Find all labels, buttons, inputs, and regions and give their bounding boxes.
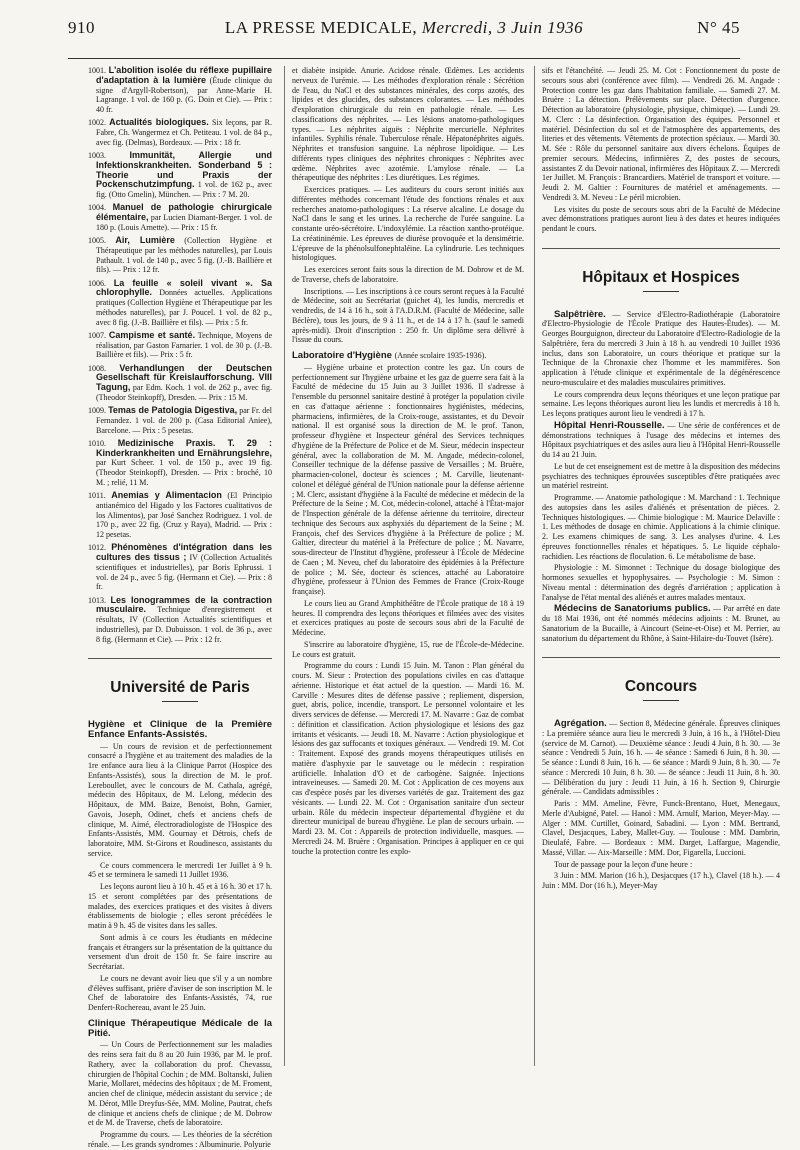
entry-details: IV (Collection Actualités scientifiques et industrielles), par Boris Ephrussi. 1 vol. de 24 p., avec 5 fig. (Hermann et Cie). — [96,553,273,582]
entry-title: L'abolition isolée du réflexe pupillaire d'adaptation à la lumière [96,65,272,85]
entry-number: 1003. [88,151,106,160]
article-text: Le cours lieu au Grand Amphithéâtre de l'École pratique de 18 à 19 heures. Il comprendra des leçons théoriques et filmées avec des visites et exercices pratiques au poste de secours sous abri de la Faculté de Médecine. [292,598,524,637]
entry-number: 1012. [88,543,106,553]
article-text: Le cours comprendra deux leçons théoriques et une leçon pratique par semaine. Les leçons théoriques auront lieu les lundis et mercredis à 18 h. Les leçons pratiques auront lieu le vendredi à 17 h. [542,389,780,418]
entry-price: Prix : 5 fr. [160,350,193,360]
article-text: Le cours ne devant avoir lieu que s'il y a un nombre d'élèves suffisant, prière d'aviser de son inscription M. le Chef de laboratoire des Enfants-Assistés, 74, rue Denfert-Rochereau, avant le 25 Juin. [88,973,272,1012]
entry-details: Six leçons, par R. Fabre, Ch. Wangermez et Ch. Petiteau. 1 vol. de 84 p., avec fig. (Delmas), Bordeaux. — [96,118,273,147]
bibliography-entry [88,491,272,540]
bibliography-entry [88,439,272,488]
entry-number: 1010. [88,438,106,448]
bibliography-entry [88,203,272,232]
section-heading-hopitaux: Hôpitaux et Hospices [542,273,780,292]
article-text [542,719,780,797]
article-text: Les leçons auront lieu à 10 h. 45 et à 16 h. 30 et 17 h. 15 et seront complétées par des présentations de malades, des exercices pratiques et des visites à divers établissements de biologie ; elles seront précédées le matin à 9 h. 45 de visites dans les salles. [88,882,272,930]
entry-price: Prix : 8 fr. [96,572,273,592]
article-body: — Service d'Electro-Radiothérapie (Laboratoire d'Electro-Physiologie de l'École Pratique des Hautes-Études). — M. Georges Bourguignon, directeur du Laboratoire d'Electro-Radiologie de la Salpêtrière, fera du mercredi 3 Juin à 18 h. au vendredi 10 Juillet 1936 inclus, dans son Laboratoire, un cours théorique et pratique sur la Technique de la Chronaxie chez l'homme et les mammifères. Son application à l'étude clinique et expérimentale de la dégénérescence neuro-musculaire et des maladies musculaires primitives. [542,309,781,387]
article-text: Le but de cet enseignement est de mettre à la disposition des médecins psychiatres des techniques éprouvées susceptibles d'être pratiquées avec un matériel restreint. [542,461,780,491]
article-text: Les exercices seront faits sous la direction de M. Dobrow et de M. de Traverse, chefs de laboratoire. [292,265,524,284]
article-text: Tour de passage pour la leçon d'une heure : [554,859,693,869]
bibliography-entry [88,406,272,435]
section-heading-universite: Université de Paris [88,683,272,702]
article-text: Sont admis à ce cours les étudiants en médecine français et étrangers sur la présentation de la quittance du versement d'un droit de 150 fr. Se faire inscrire au Secrétariat. [88,932,272,971]
bibliography-entry [88,364,272,403]
entry-title: Les Ionogrammes de la contraction musculaire. [96,594,272,615]
bibliography-entry [88,151,272,200]
article-text: Physiologie : M. Simonnet : Technique du dosage biologique des hormones sexuelles et hypophysaires. — Psychologie : M. Simon : Niveau mental : détermination des degrés d'arriération ; application à l'analyse de l'état mental des aliénés et autres malades mentaux. [542,563,780,602]
running-header [68,18,740,44]
entry-details: (Étude clinique du signe d'Argyll-Robertson), par Anne-Marie H. Lagrange. 1 vol. de 160 p. (G. Doin et Cie). — [96,75,273,105]
entry-details: par Edm. Koch. 1 vol. de 262 p., avec fig. (Theodor Steinkopff), Dresden. — [96,383,273,402]
entry-details: (Collection Hygiène et Thérapeutique par les méthodes naturelles), par Louis Pathault. 1 vol. de 140 p., avec 5 fig. (J.-B. Baillière et fils). — [96,236,272,275]
entry-price: Prix : broché, 10 M. ; relié, 11 M. [96,468,272,487]
article-body: — Une série de conférences et de démonstrations techniques à l'usage des médecins et internes des Hôpitaux psychiatriques et des asiles aura lieu à l'Hôpital Henri-Rousselle du 14 au 21 Juin. [542,420,780,459]
entry-price: Prix : 15 M. [208,392,248,402]
bibliography-entry [88,543,272,592]
entry-title: Immunität, Allergie und Infektionskrankheiten. Sonderband 5 : Theorie und Praxis der Pockenschutzimpfung. [96,150,272,190]
column-middle [292,66,524,1066]
article-text: Programme du cours : Lundi 15 Juin. M. Tanon : Plan général du cours. M. Sieur : Protection des populations civiles en cas d'attaque aérienne. Historique et état actuel de la question. — Mardi 16. M. Carville : Mesures dites de défense passive ; repliement, dispersion, guet, abris, police, incendie, transport. Le personnel volontaire et les divers services de défense. — Mercredi 17. M. Navarre : Gaz de combat : définition et classification. Action physiologique et lésions des gaz irritants et vésicants. — Jeudi 18. M. Navarre : Action physiologique et lésions des gaz suffocants et toxiques généraux. — Vendredi 19. M. Cot : Traitement. Exposé des grands moyens thérapeutiques utilisés en matière d'asphyxie par le sauvetage ou le médecin : respiration artificielle. Inhalation d'O et de carbogène. Saignée. Injections intraveineuses. — Samedi 20. M. Cot : Application de ces moyens aux cas d'espèce posés par les diverses variétés de gaz. Traitement des gaz vésicants. — Lundi 22. M. Cot : Organisation sanitaire d'un secteur urbain. Rôle du médecin inspecteur départemental d'hygiène et du directeur municipal de bureau d'hygiène. Le plan de secours urbain. — Mardi 23. M. Cot : Appareils de protection individuelle, masques. — Mercredi 24. M. Bruère : Organisation. Principes à appliquer en ce qui touche la protection contre les explo- [292,661,524,856]
entry-price: Prix : 5 fr. [215,317,248,327]
entry-price: Prix : 12 fr. [184,634,222,644]
entry-price: Prix : 7 M. 20. [202,190,250,199]
entry-title: Medizinische Praxis. T. 29 : Kinderkrankheiten und Ernährungslehre, [96,437,273,458]
article-text: Inscriptions. — Les inscriptions à ce cours seront reçues à la Faculté de Médecine, soit au Secrétariat (guichet 4), les lundis, mercredis et vendredis, de 14 à 16 h., soit à l'A.D.R.M. (Faculté de Médecine, salle Béclère), tous les jours, de 9 à 11 h., et de 14 à 17 h. (sauf le samedi après-midi). Droit d'inscription : 250 fr. Un diplôme sera délivré à l'issue du cours. [292,286,524,345]
bibliography-entry [88,331,272,360]
article-text: Paris : MM. Ameline, Fèvre, Funck-Brentano, Huet, Menegaux, Merle d'Aubigné, Patel. — Hanoï : MM. Arnulf, Marion, Meyer-May. — Alger : MM. Curtillet, Goinard, Sabadini. — Lyon : MM. Bertrand, Clavel, Desjacques, Labey, Mallet-Guy. — Toulouse : MM. Dambrin, Dieulafé, Fabre. — Bordeaux : MM. Darget, Laffargue, Magendie, Massé, Villar. — Aix-Marseille : MM. Dor, Figarella, Luccioni. [542,799,780,857]
article-text: — Hygiène urbaine et protection contre les gaz. Un cours de perfectionnement sur l'hygiène urbaine et les gaz de guerre sera fait à la Faculté de médecine du 15 Juin au 3 Juillet 1936. Il s'adresse à l'ensemble du personnel sanitaire destiné à protéger la population civile en cas d'attaque aérienne : fonctionnaires hygiénistes, médecins, pharmaciens, infirmières, de la Croix-rouge, assistantes, et du Devoir national. Il est organisé sous la direction de M. le prof. Tanon, professeur d'hygiène et Inspecteur général des Services techniques d'hygiène de la Préfecture de Police et de M. Sieur, médecin inspecteur général, avec la collaboration de M. M. Angade, médecin-colonel, Conseiller technique de la défense passive de Versailles ; M. Bruère, pharmacien-colonel, docteur ès sciences ; M. Carville, lieutenant-colonel et délégué général de l'Union nationale pour la défense aérienne ; M. Clerc, assistant d'hygiène à la Faculté de médecine et médecin de la Préfecture de la Seine ; M. Cot, médecin-colonel, attaché à l'État-major de l'Inspection générale de la défense aérienne du territoire, directeur technique des Secours aux asphyxiés du département de la Seine ; M. François, chef des Services d'hygiène à la Préfecture de police ; M. Galtier, directeur du matériel à la Préfecture de police ; M. Navarre, sous-directeur de l'Institut d'hygiène, professeur à l'École de Médecine de Caen ; M. Neveu, chef du laboratoire des épidémies à la Préfecture de police ; M. Sée, docteur ès sciences, attaché au Laboratoire d'hygiène, professeur à l'Union des Femmes de France (Croix-Rouge française). [292,362,524,596]
entry-price: Prix : 12 pesetas. [96,520,273,539]
lab-title: Laboratoire d'Hygiène [292,350,392,361]
article-text: Ce cours commencera le mercredi 1er Juillet à 9 h. 45 et se terminera le samedi 11 Juillet 1936. [88,860,272,880]
article-title: Hygiène et Clinique de la Première Enfance Enfants-Assistés. [88,719,272,740]
article-title [292,351,524,361]
entry-number: 1001. [88,66,106,75]
entry-number: 1006. [88,278,106,288]
entry-price: Prix : 15 fr. [181,222,218,232]
entry-title: Actualités biologiques. [109,117,209,128]
article-text: S'inscrire au laboratoire d'hygiène, 15, rue de l'École-de-Médecine. Le cours est gratuit. [292,639,524,659]
column-left [88,65,273,1149]
entry-details: 1 vol. de 162 p., avec fig. (Otto Gmelin), München. — [96,180,273,199]
article-text [542,421,780,460]
entry-title: Verhandlungen der Deutschen Gesellschaft für Kreislaufforschung. VIII Tagung, [96,362,272,392]
entry-number: 1009. [88,406,106,415]
section-rule [88,658,272,659]
lab-year: (Année scolaire 1935-1936). [394,351,487,360]
entry-details: Données actuelles. Applications pratiques (Collection Hygiène et Thérapeutique par les méthodes naturelles), par J. Poucel. 1 vol. de 82 p., avec 8 fig. (J.-B. Baillière et fils). — [96,288,272,327]
article-text: Programme. — Anatomie pathologique : M. Marchand : 1. Technique des autopsies dans les asiles d'aliénés et présentation de pièces. 2. Techniques histologiques. — Chimie biologique : M. Maurice Delaville : 1. Les méthodes de dosage en chimie. Applications à la chimie clinique. 2. Les examens chimiques de sang. 3. Les analyses d'urine. 4. Les épreuves fonctionnelles rénales et hépatiques. 5. Le liquide céphalo-rachidien. Les réactions de floculation. 6. Le métabolisme de base. [542,493,780,561]
section-heading-concours: Concours [542,682,780,701]
entry-title: Campisme et santé. [108,329,196,340]
article-text [542,604,780,643]
article-text: sifs et l'étanchéité. — Jeudi 25. M. Cot : Fonctionnement du poste de secours sous abri (conférence avec film). — Vendredi 26. M. Angade : Protection contre les gaz dans l'habitation familiale. — Samedi 27. M. Bruère : La détection. Prélèvements sur place. Détection d'urgence. Détection au laboratoire (physiologie, physique, chimique). — Lundi 29. M. Clerc : La désinfection. Organisation des équipes. Personnel et matériel. Désinfection du sol et de l'atmosphère des appartements, des literies et des vêtements. Vêtements de protection spéciaux. — Mardi 30. M. Sée : Rôle du personnel sanitaire aux divers échelons. Équipes de premier secours. Médecins, infirmières Z, des postes de secours, assistantes Z du Devoir national, infirmières des Hôpitaux Z. — Mercredi 1er Juillet. M. François : Brancardiers. Matériel de transport et voiture. — Jeudi 2. M. Galtier : Fournitures de matériel et aménagements. — Vendredi 3. M. Neveu : Le péril microbien. [542,66,780,202]
entry-number: 1005. [88,236,106,245]
bibliography-entry [88,596,272,645]
bibliography-entry [88,66,272,115]
article-title: Hôpital Henri-Rousselle. [554,419,665,431]
column-divider [534,66,535,1066]
section-rule [542,248,780,249]
entry-price: Prix : 40 fr. [96,95,273,114]
bibliography-list [88,66,272,644]
article-title: Clinique Thérapeutique Médicale de la Pitié. [88,1017,272,1039]
entry-title: La feuille « soleil vivant ». Sa chlorophylle. [96,277,273,298]
issue-date: Mercredi, 3 Juin 1936 [421,18,584,37]
entry-price: Prix : 5 pesetas. [142,425,194,435]
article-title: Agrégation. [554,718,607,729]
section-rule [542,657,780,658]
column-right [542,66,780,1066]
page-number: 910 [68,18,95,37]
entry-details: (El Principio antianémico del Higado y los Factores cualitativos de los Alimentos), par José Sanchez Rodriguez. 1 vol. de 170 p., avec 22 fig. (Cruz y Raya), Madrid. — [96,491,273,530]
article-text [542,310,780,388]
entry-number: 1013. [88,595,106,605]
article-text: Exercices pratiques. — Les auditeurs du cours seront initiés aux différentes méthodes concernant l'étude des fonctions rénales et aux recherches anatomo-pathologiques : La réserve alcaline. Le dosage du NaCl dans le sang et les urines. La recherche de l'urée sanguine. La constante uréo-sécrétoire. L'indoxylémie. La réaction xantho-protéique. La créatininémie. Les épreuves de diurèse provoquée et la densimétrie. L'épreuve de la phénolsulfonephtaléine. La cylindrurie. Les techniques histologiques. [292,185,524,263]
entry-details: par Lucien Diamant-Berger. 1 vol. de 180 p. (Louis Arnette). — [96,213,272,232]
header-rule [68,58,740,59]
article-body: — Par arrêté en date du 18 Mai 1936, ont été nommés médecins adjoints : M. Brunet, au Sanatorium de la Bucaille, à Aincourt (Seine-et-Oise) et M. Perrier, au sanatorium du département du Rhône, à Saint-Hilaire-du-Touvet (Isère). [542,604,781,643]
entry-title: Air, Lumière [115,235,175,245]
entry-details: Technique, Moyens de réalisation, par Gaston Farnarier. 1 vol. de 30 p. (J.-B. Baillière et fils). — [96,330,272,360]
bibliography-entry [88,279,272,328]
entry-title: Manuel de pathologie chirurgicale élémentaire, [96,202,273,222]
article-text: 3 Juin : MM. Marion (16 h.), Desjacques (17 h.), Clavel (18 h.). — 4 Juin : MM. Dor (16 h.), Meyer-May [542,871,780,890]
entry-details: Technique d'enregistrement et résultats, IV (Collection Actualités scientifiques et industrielles), par D. Dubuisson. 1 vol. de 36 p., avec 8 fig. (Hermann et Cie). — [96,605,273,644]
article-title: Salpêtrière. [554,308,606,320]
bibliography-entry [88,118,272,147]
article-text: Programme du cours. — Les théories de la sécrétion rénale. — Les grands syndromes : Albuminurie. Polyurie [88,1130,272,1149]
entry-number: 1002. [88,118,106,128]
entry-number: 1011. [88,491,106,500]
article-text: et diabète insipide. Anurie. Acidose rénale. Œdèmes. Les accidents nerveux de l'urémie. — Les méthodes d'exploration rénale : Sécrétion de l'eau, du NaCl et des substances minérales, des corps azotés, des lipides et des glucides, des substances colorantes. — Les méthodes d'exploration chirurgicale du rein en pathologie rénale. — Les classifications des néphrites. — Les lésions anatomo-pathologiques types. — Les néphrites aiguës : Néphrite mercurielle. Néphrites infantiles. Syphilis rénale. Tuberculose rénale. Hépatonéphrites aiguës. Néphrites et transfusion sanguine. La néphrose lipoïdique. — Les différents types cliniques des néphrites chroniques : Néphrites avec œdème. Néphrites avec azotémie. L'amylose rénale. — La thérapeutique des néphrites : Les diurétiques. Les régimes. [292,66,524,183]
entry-number: 1004. [88,203,106,213]
article-body: — Section 8, Médecine générale. Épreuves cliniques : La première séance aura lieu le mercredi 3 Juin, à 16 h., à l'Hôtel-Dieu (service de M. Carnot). — Deuxième séance : Jeudi 4 Juin, 8 h. 30. — 3e séance : Vendredi 5 Juin, 16 h. — 4e séance : Samedi 6 Juin, 8 h. 30. — 5e séance : Lundi 8 Juin, 16 h. — 6e séance : Mardi 9 Juin, 8 h. 30. — 7e séance : Mercredi 10 Juin, 8 h. 30. — 8e séance : Jeudi 11 Juin, 8 h. 30. — Délibération du jury : Jeudi 11 Juin, à 16 h. Section 9, Chirurgie générale. — Candidats admissibles : [542,719,780,797]
issue-number: N° 45 [697,18,740,37]
entry-title: Phénomènes d'intégration dans les cultures des tissus ; [96,542,273,562]
journal-title-line [68,18,740,38]
article-text: Les visites du poste de secours sous abri de la Faculté de Médecine avec démonstrations pratiques auront lieu à des dates et heures indiquées pendant le cours. [542,204,780,233]
entry-price: Prix : 18 fr. [204,137,241,147]
column-divider [284,66,285,1066]
entry-number: 1007. [88,330,106,340]
entry-price: Prix : 12 fr. [122,265,160,275]
bibliography-entry [88,236,272,275]
entry-title: Temas de Patologia Digestiva, [108,405,238,415]
entry-details: par Kurt Scheer. 1 vol. de 150 p., avec 19 fig. (Theodor Steinkopff), Dresden. — [96,458,272,477]
entry-title: Anemias y Alimentacion [111,490,222,500]
article-text: — Un cours de revision et de perfectionnement consacré a l'hygiène et au traitement des maladies de la 1re enfance aura lieu à la Clinique Parrot (Hospice des Enfants-Assistés), sous la direction de M. le prof. Lereboullet, avec le concours de M. Cathala, agrégé, médecin des Hôpitaux, de M. Lelong, médecin des Hôpitaux, de MM. Baize, Benoist, Bohn, Garnier, Gavois, Joseph, Odinet, chefs et anciens chefs de clinique, M. Aimé, électroradiologiste de l'Hospice des Enfants-Assistés, MM. Gournay et Détrois, chefs de laboratoire, MM. St-Girons et Roudinesco, assistants du service. [88,741,272,858]
entry-details: par Fr. del Fernandez. 1 vol. de 200 p. (Casa Editorial Aniee), Barcelone. — [96,406,273,435]
article-title: Médecins de Sanatoriums publics. [554,603,711,615]
article-text: — Un Cours de Perfectionnement sur les maladies des reins sera fait du 8 au 20 Juin 1936, par M. le prof. Rathery, avec la collaboration du prof. Chevassu, chirurgien de l'hôpital Cochin ; de MM. Boltanski, Julien Marie, Mollaret, médecins des hôpitaux ; de M. Froment, ancien chef de clinique, médecin assistant du service ; de M. Dérot, Mlle Dreyfus-Sée, MM. Moline, Pautrat, chefs de clinique et anciens chefs de clinique ; de M. Dobrow et de M. de Traverse, chefs de laboratoire. [88,1040,272,1128]
journal-title: LA PRESSE MEDICALE, [224,18,418,37]
entry-number: 1008. [88,363,106,373]
